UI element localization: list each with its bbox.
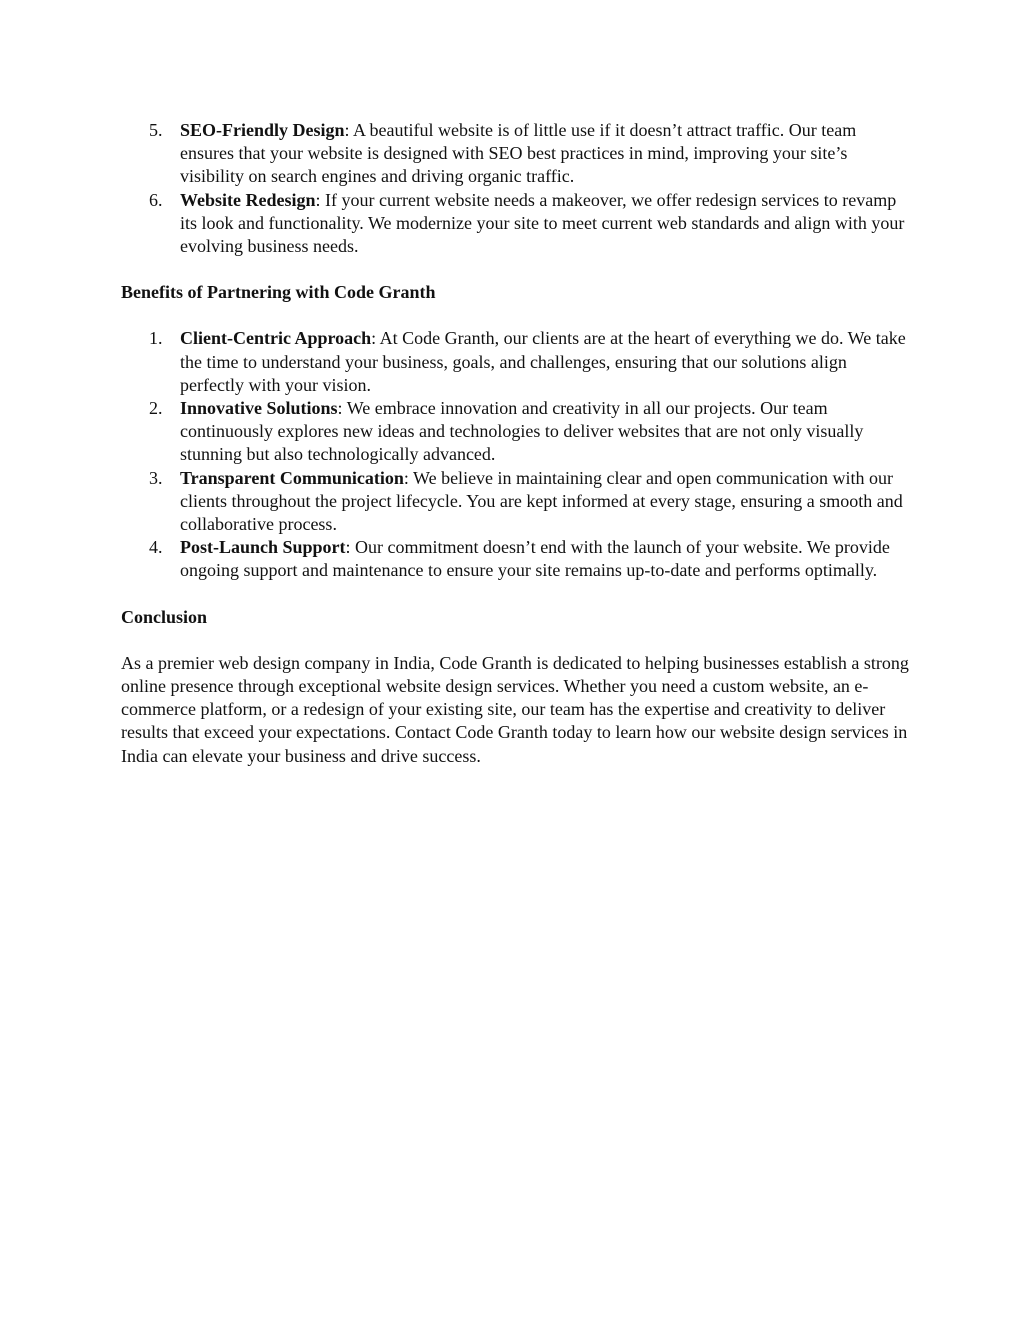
benefits-list xyxy=(121,327,911,582)
list-number: 4. xyxy=(149,537,163,558)
list-item-text: : Our commitment doesn’t end with the launch of your website. We provide ongoing support and maintenance to ensure your site remains up-to-date and performs optimally. xyxy=(180,537,890,581)
document-page xyxy=(121,119,911,768)
list-item-text: : At Code Granth, our clients are at the heart of everything we do. We take the time to understand your business, goals, and challenges, ensuring that our solutions align perfectly with your vision. xyxy=(180,328,906,395)
benefits-heading: Benefits of Partnering with Code Granth xyxy=(121,282,436,303)
list-item-term: Client-Centric Approach xyxy=(180,328,372,349)
list-item xyxy=(121,189,911,259)
list-item-text: : We embrace innovation and creativity in all our projects. Our team continuously explores new ideas and technologies to deliver websites that are not only visually stunning but also technologically advanced. xyxy=(180,398,864,465)
list-item xyxy=(121,119,911,189)
list-item xyxy=(121,536,911,582)
list-number: 6. xyxy=(149,189,163,210)
list-item xyxy=(121,397,911,467)
list-item-term: Innovative Solutions xyxy=(180,398,338,419)
list-item-term: SEO-Friendly Design xyxy=(180,120,345,140)
list-item-text: : We believe in maintaining clear and open communication with our clients throughout the project lifecycle. You are kept informed at every stage, ensuring a smooth and collaborative process. xyxy=(180,467,903,535)
list-number: 2. xyxy=(149,398,163,419)
list-number: 3. xyxy=(149,467,163,488)
services-list xyxy=(121,119,911,258)
list-item-text: : A beautiful website is of little use if it doesn’t attract traffic. Our team ensures that your website is designed with SEO best practices in mind, improving your site’s visibility on search engines and driving organic traffic. xyxy=(180,120,857,187)
list-item-term: Transparent Communication xyxy=(180,467,404,488)
list-item-term: Post-Launch Support xyxy=(180,537,346,558)
list-item xyxy=(121,467,911,537)
list-item xyxy=(121,327,911,397)
conclusion-paragraph: As a premier web design company in India, Code Granth is dedicated to helping businesses establish a strong online presence through exceptional website design services. Whether you need a custom website, an e-commerce platform, or a redesign of your existing site, our team has the expertise and creativity to deliver results that exceed your expectations. Contact Code Granth today to learn how our website design services in India can elevate your business and drive success. xyxy=(121,652,909,766)
conclusion-heading: Conclusion xyxy=(121,606,208,627)
list-number: 5. xyxy=(149,120,163,140)
list-number: 1. xyxy=(149,328,163,349)
list-item-text: : If your current website needs a makeover, we offer redesign services to revamp its look and functionality. We modernize your site to meet current web standards and align with your evolving business needs. xyxy=(180,189,905,257)
list-item-term: Website Redesign xyxy=(180,189,316,210)
